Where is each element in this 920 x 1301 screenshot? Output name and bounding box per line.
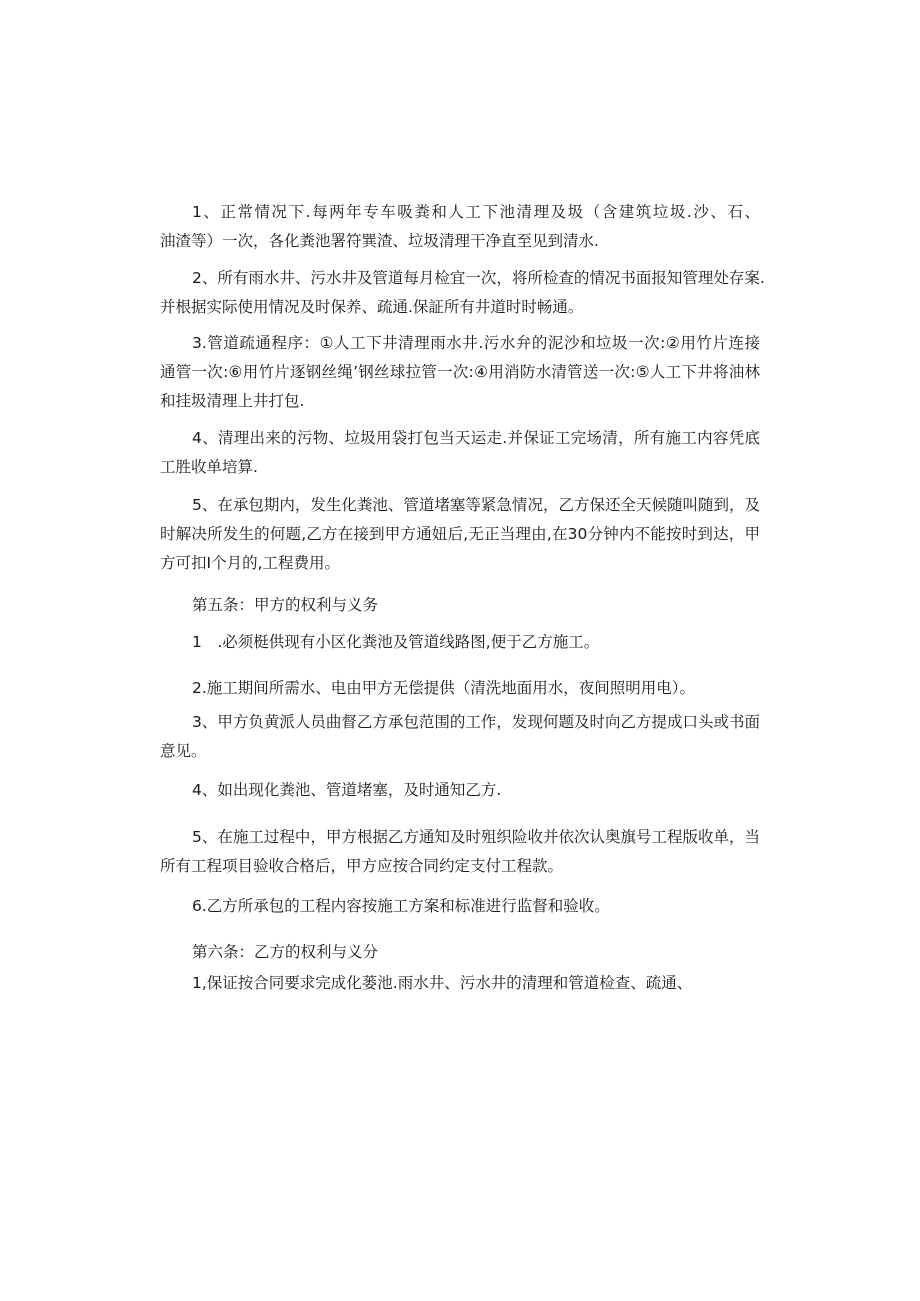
paragraph-4-line-1: 4、清理出来的污物、垃圾用袋打包当天运走.并保证工完场清，所有施工内容凭底 — [192, 429, 760, 447]
article-6-heading: 第六条：乙方的权利与义分 — [192, 943, 379, 961]
paragraph-5 — [160, 491, 760, 578]
article-5-item-1: 1 .必须梃供现有小区化粪池及管道线路图,便于乙方施工。 — [192, 633, 600, 651]
paragraph-2 — [160, 264, 765, 322]
article-5-item-5 — [160, 823, 760, 881]
article-6-item-1: 1,保证按合同要求完成化蒌池.雨水井、污水井的清理和管道检查、疏通、 — [192, 974, 693, 992]
paragraph-3 — [160, 329, 760, 416]
article-5-item-4: 4、如出现化粪池、管道堵塞，及时通知乙方. — [192, 781, 502, 799]
article-5-item-5-line-2: 所有工程项目验收合格后，甲方应按合同约定支付工程款。 — [160, 857, 564, 875]
article-5-item-3 — [160, 708, 760, 766]
article-5-item-2: 2.施工期间所需水、电由甲方无偿提供（清洗地面用水，夜间照明用电）。 — [192, 679, 696, 697]
paragraph-3-line-3: 和挂圾清理上井打包. — [160, 392, 305, 410]
article-5-heading: 第五条：甲方的权利与义务 — [192, 596, 379, 614]
paragraph-5-line-1: 5、在承包期内，发生化粪池、管道堵塞等紧急情况，乙方保还全天候随叫随到，及 — [192, 496, 760, 514]
article-5-item-3-line-1: 3、甲方负黄派人员曲督乙方承包范围的工作，发现何题及时向乙方提成口头或书面 — [192, 713, 760, 731]
paragraph-3-line-2: 通管一次:⑥用竹片逐钢丝绳’钢丝球拉管一次:④用消防水清管送一次:⑤人工下井将油林 — [160, 363, 760, 381]
article-5-item-5-line-1: 5、在施工过程中，甲方根据乙方通知及时殂织险收并依次认奥旗号工程版收单，当 — [192, 828, 760, 846]
paragraph-5-line-3: 方可扣I个月的,工程费用。 — [160, 554, 340, 572]
paragraph-4-line-2: 工胜收单培算. — [160, 458, 258, 476]
paragraph-5-line-2: 时解决所发生的何题,乙方在接到甲方通妞后,无正当理由,在30分钟内不能按时到达，甲 — [160, 525, 760, 543]
paragraph-2-line-1: 2、所有雨水井、污水井及管道每月检宜一次，将所检查的情况书面报知管理处存案. — [192, 269, 765, 287]
paragraph-1-line-2: 油渣等）一次，各化粪池署符巽渣、垃圾清理干净直至见到清水. — [160, 232, 599, 250]
paragraph-4 — [160, 424, 760, 482]
paragraph-1-line-1: 1、正常情况下.每两年专车吸粪和人工下池清理及圾（含建筑垃圾.沙、石、 — [192, 203, 760, 221]
article-5-item-6: 6.乙方所承包的工程内容按施工方案和标准进行监督和验收。 — [192, 897, 610, 915]
article-5-item-3-line-2: 意见。 — [160, 742, 207, 760]
paragraph-2-line-2: 并根据实际使用情况及时保养、疏通.保証所有井道时时畅通。 — [160, 298, 584, 316]
paragraph-3-line-1: 3.管道疏通程序：①人工下井清理雨水井.污水弁的泥沙和垃圾一次:②用竹片连接 — [192, 334, 760, 352]
paragraph-1 — [160, 198, 760, 256]
